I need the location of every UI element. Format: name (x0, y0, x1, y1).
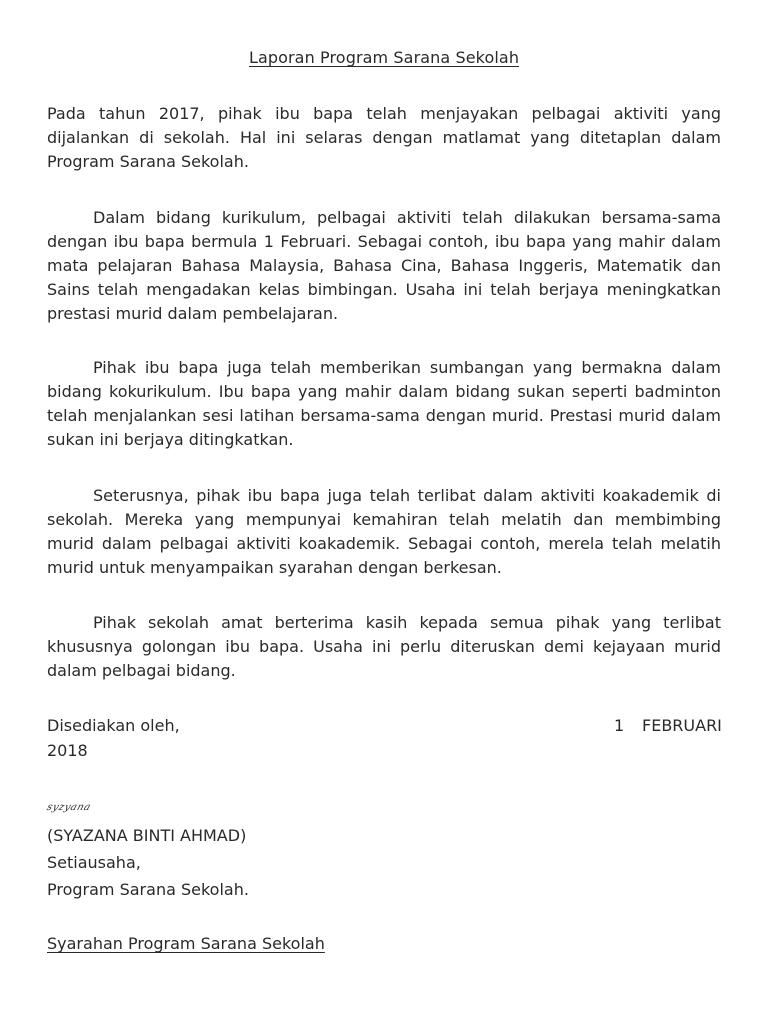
next-section-title: Syarahan Program Sarana Sekolah (47, 934, 325, 953)
paragraph-cocurriculum: Pihak ibu bapa juga telah memberikan sumbangan yang bermakna dalam bidang kokurikulum. Ibu bapa yang mahir dalam bidang sukan seperti badminton telah menjalankan sesi latihan bersama-sama dengan murid. Prestasi murid dalam sukan ini berjaya ditingkatkan. (47, 358, 721, 449)
signature-scribble: syzyana (45, 802, 93, 813)
date-month: FEBRUARI (642, 716, 722, 735)
signatory-org: Program Sarana Sekolah. (47, 880, 249, 899)
paragraph-intro: Pada tahun 2017, pihak ibu bapa telah menjayakan pelbagai aktiviti yang dijalankan di sekolah. Hal ini selaras dengan matlamat yang ditetaplan dalam Program Sarana Sekolah. (47, 104, 721, 171)
signatory-role: Setiausaha, (47, 853, 141, 872)
signature-image (47, 795, 107, 815)
paragraph-curriculum: Dalam bidang kurikulum, pelbagai aktiviti telah dilakukan bersama-sama dengan ibu bapa bermula 1 Februari. Sebagai contoh, ibu bapa yang mahir dalam mata pelajaran Bahasa Malaysia, Bahasa Cina, Bahasa Inggeris, Matematik dan Sains telah mengadakan kelas bimbingan. Usaha ini telah berjaya meningkatkan prestasi murid dalam pembelajaran. (47, 208, 721, 323)
signatory-name: (SYAZANA BINTI AHMAD) (47, 826, 247, 845)
paragraph-closing: Pihak sekolah amat berterima kasih kepada semua pihak yang terlibat khususnya golongan ibu bapa. Usaha ini perlu diteruskan demi kejayaan murid dalam pelbagai bidang. (47, 613, 721, 680)
date-year: 2018 (47, 741, 88, 760)
prepared-by-label: Disediakan oleh, (47, 716, 180, 735)
paragraph-coacademic: Seterusnya, pihak ibu bapa juga telah terlibat dalam aktiviti koakademik di sekolah. Mereka yang mempunyai kemahiran telah melatih dan membimbing murid dalam pelbagai aktiviti koakademik. Sebagai contoh, merela telah melatih murid untuk menyampaikan syarahan dengan berkesan. (47, 486, 721, 577)
date-day: 1 (614, 716, 625, 735)
report-title: Laporan Program Sarana Sekolah (248, 48, 520, 67)
